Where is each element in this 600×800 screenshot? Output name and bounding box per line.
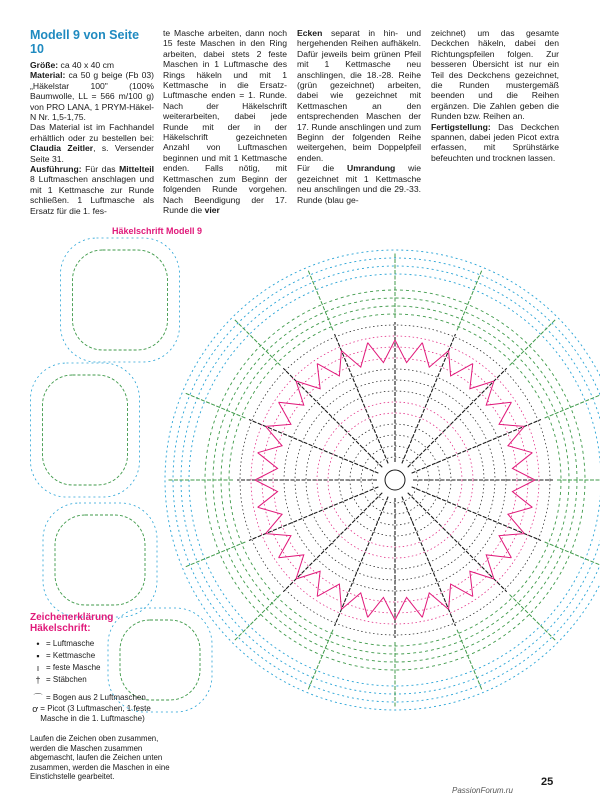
legend-item xyxy=(30,674,180,686)
zigzag-arch xyxy=(512,453,535,480)
stitch-column xyxy=(408,493,507,592)
legend-items xyxy=(30,638,180,726)
legend-label: = Luftmasche xyxy=(46,639,95,648)
article-title: Modell 9 von Seite 10 xyxy=(30,28,140,56)
stitch-column-outer xyxy=(308,630,333,691)
stitch-column xyxy=(335,497,389,626)
legend-item xyxy=(30,704,180,726)
zigzag-arch xyxy=(449,351,473,376)
legend-label: = Bogen aus 2 Luftmaschen xyxy=(46,693,146,702)
corner-row xyxy=(43,375,128,485)
zigzag-arch xyxy=(255,453,278,480)
legend-label: = Picot (3 Luftmaschen, 1 feste Masche in die 1. Luftmasche) xyxy=(40,704,151,723)
corner-row xyxy=(55,515,145,605)
chain-icon: • xyxy=(36,639,40,649)
single-crochet-icon: ı xyxy=(36,663,40,673)
zigzag-arch xyxy=(266,534,291,558)
zigzag-arch xyxy=(368,597,395,620)
page-number: 25 xyxy=(541,776,554,788)
zigzag-arch xyxy=(258,426,282,452)
stitch-column-outer xyxy=(510,319,557,366)
legend-item xyxy=(30,638,180,650)
stitch-column xyxy=(249,487,378,541)
double-crochet-icon: † xyxy=(35,675,41,685)
stitch-column xyxy=(402,497,456,626)
stitch-column xyxy=(335,334,389,463)
stitch-column xyxy=(412,420,541,474)
stitch-column xyxy=(283,493,382,592)
text-column-2: te Masche arbeiten, dann noch 15 feste Maschen in den Ring arbeiten, dabei stets 2 feste Maschen in 1 Luftmasche des Rings häkeln und mit 1 Kettmasche in die Ersatz-Luftmasche enden = 1. Runde. Nach der Häkelschrift weiterarbeiten, dabei jede Runde mit der in der Häkelschrift gezeichneten Anzahl von Luftmaschen beginnen und mit 1 Kettmasche enden. Falls nötig, mit Kettmaschen zum Beginn der folgenden Runde vorgehen. Nach Beendigung der 17. Runde die vier xyxy=(163,28,287,215)
legend xyxy=(30,612,180,782)
stitch-column-outer xyxy=(308,269,333,330)
stitch-column xyxy=(249,420,378,474)
stitch-column xyxy=(283,368,382,467)
stitch-column-outer xyxy=(510,595,557,642)
slip-stitch-icon: ▪ xyxy=(36,651,40,661)
size-paragraph: Größe: ca 40 x 40 cm xyxy=(30,60,115,70)
text-column-4: zeichnet) um das gesamte Deckchen häkeln, dabei den Richtungspfeilen folgen. Zur besseren Übersicht ist nur ein Teil des Deckchens gezeichnet, die Runden mustergemäß beenden und die Reihen ergänzen. Die Zahlen geben die Runden bzw. Reihen an. Fertigstellung: Das Deckchen spannen, dabei jeden Picot extra erfassen, mit Sprühstärke befeuchten und trocknen lassen. xyxy=(431,28,559,163)
zigzag-arch xyxy=(395,597,422,620)
stitch-column-outer xyxy=(234,319,281,366)
material-paragraph: Material: ca 50 g beige (Fb 03) „Häkelstar 100" (100% Baumwolle, LL = 566 m/100 g) von PRO LANA, 1 PRYM-Häkel-N Nr. 1,5-1,75. xyxy=(30,70,155,123)
corner-border xyxy=(43,503,157,617)
zigzag-arch xyxy=(422,593,448,617)
legend-label: = Stäbchen xyxy=(46,675,87,684)
center-ring xyxy=(385,470,405,490)
zigzag-arch xyxy=(508,426,532,452)
zigzag-arch xyxy=(317,584,341,609)
legend-title: Zeichenerklärung xyxy=(30,612,114,623)
zigzag-arch xyxy=(368,340,395,363)
stitch-column-outer xyxy=(234,595,281,642)
stitch-column-outer xyxy=(457,630,482,691)
arch-icon: ⌒ xyxy=(33,693,43,703)
legend-item xyxy=(30,692,180,704)
stitch-column-outer xyxy=(545,393,600,418)
zigzag-arch xyxy=(266,402,291,426)
text-column-3: Ecken separat in hin- und hergehenden Reihen aufhäkeln. Dafür jeweils beim grünen Pfeil mit 1 Kettmasche neu anschlingen, die 18.-28. Reihe (grün gezeichnet) arbeiten, dabei wie gezeichnet mit Kettmaschen an den entsprechenden Maschen der 17. Runde anschlingen und zum Beginn der folgenden Reihe weitergehen, beim Doppelpfeil enden. Für die Umrandung wie gezeichnet mit 1 Kettmasche neu anschlingen und die 29.-33. Runde (blau ge- xyxy=(297,28,421,205)
zigzag-arch xyxy=(508,507,532,533)
stitch-column-outer xyxy=(184,393,245,418)
zigzag-arch xyxy=(395,340,422,363)
corner-border xyxy=(61,238,180,362)
zigzag-arch xyxy=(341,593,367,617)
stitch-column xyxy=(408,368,507,467)
legend-note: Laufen die Zeichen oben zusammen, werden die Maschen zusammen abgemascht, laufen die Zeichen unten zusammen, werden die Maschen in eine Einstichstelle gearbeitet. xyxy=(30,734,170,782)
center-round xyxy=(339,424,451,536)
legend-label: = Kettmasche xyxy=(46,651,96,660)
site-watermark: PassionForum.ru xyxy=(452,786,513,795)
legend-item xyxy=(30,662,180,674)
stitch-column-outer xyxy=(457,269,482,330)
zigzag-arch xyxy=(341,343,367,367)
supplier-paragraph: Das Material ist im Fachhandel erhältlich oder zu bestellen bei: Claudia Zeitler, s. Versender Seite 31. xyxy=(30,122,154,164)
zigzag-arch xyxy=(317,351,341,376)
zigzag-arch xyxy=(499,402,524,426)
legend-subtitle: Häkelschrift: xyxy=(30,623,91,634)
stitch-column-outer xyxy=(184,542,245,567)
zigzag-arch xyxy=(499,534,524,558)
zigzag-arch xyxy=(255,480,278,507)
legend-label: = feste Masche xyxy=(46,663,101,672)
corner-row xyxy=(73,250,168,350)
zigzag-arch xyxy=(422,343,448,367)
corner-border xyxy=(31,363,140,497)
stitch-column xyxy=(402,334,456,463)
legend-item xyxy=(30,650,180,662)
zigzag-arch xyxy=(512,480,535,507)
diagram-title: Häkelschrift Modell 9 xyxy=(112,226,203,236)
instructions-paragraph: Ausführung: Für das Mittelteil 8 Luftmaschen anschlagen und mit 1 Kettmasche zur Runde schließen. 1 Luftmasche als Ersatz für die 1. fes- xyxy=(30,164,154,216)
picot-icon: ơ xyxy=(32,704,39,714)
stitch-column xyxy=(412,487,541,541)
zigzag-arch xyxy=(258,507,282,533)
